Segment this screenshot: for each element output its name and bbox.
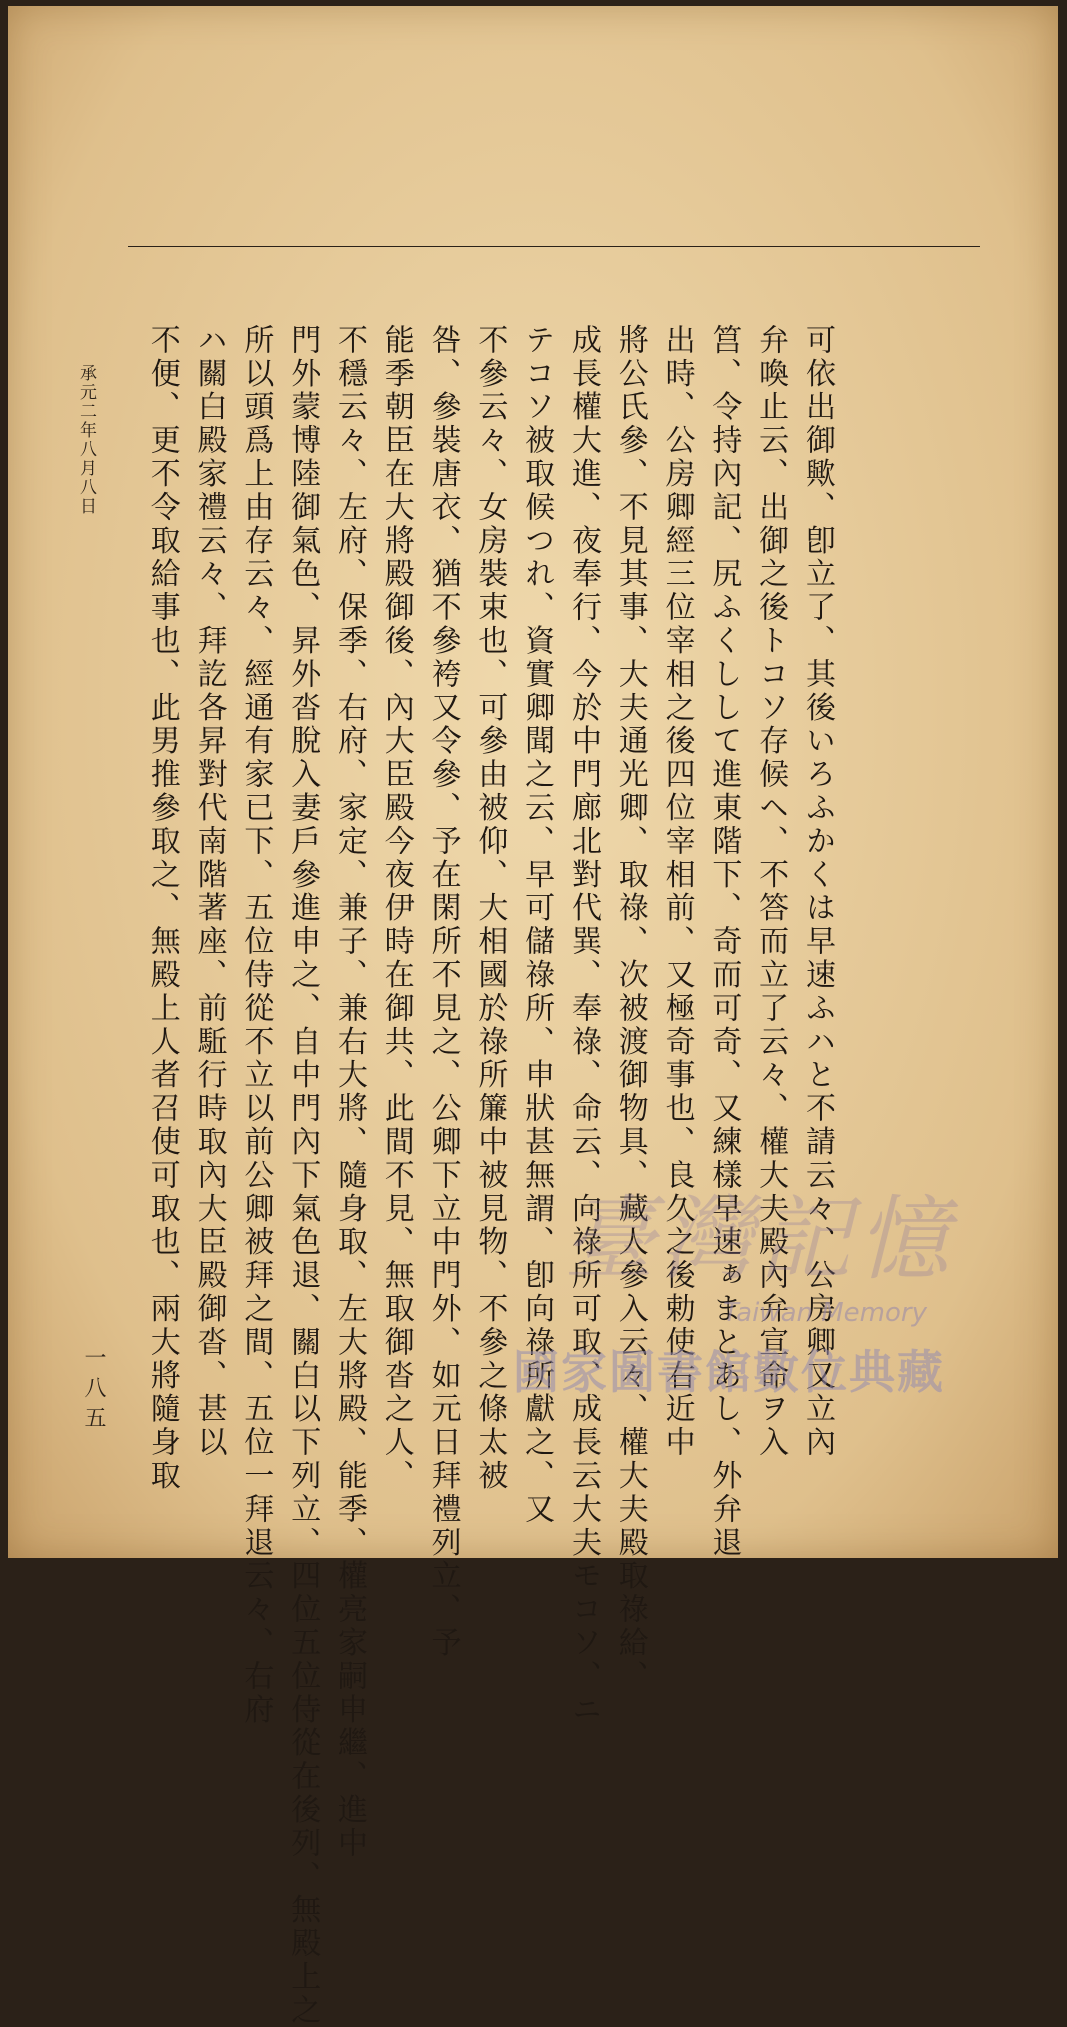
text-column: 咎、參裝唐衣、猶不參袴又令參、予在閑所不見之、公卿下立中門外、如元日拜禮列立、予: [425, 324, 461, 1660]
text-column: ハ關白殿家禮云々、拜訖各昇對代南階著座、前駈行時取內大臣殿御沓、甚以: [191, 324, 227, 1460]
text-column: 不便、更不令取給事也、此男推參取之、無殿上人者召使可取也、兩大將隨身取: [144, 324, 180, 1493]
header-rule: [128, 246, 980, 247]
watermark-chinese: 國家圖書館數位典藏: [513, 1345, 945, 1399]
body-text: [138, 324, 840, 2027]
text-column: 弁喚止云、出御之後トコソ存候ヘ、不答而立了云々、權大夫殿內弁宣命ヲ入: [753, 324, 789, 1460]
text-column: 成長權大進、夜奉行、今於中門廊北對代巽、奉祿、命云、向祿所可取、成長云大夫モコソ、ニ: [565, 324, 601, 1727]
text-column: 將公氏參、不見其事、大夫通光卿、取祿、次被渡御物具、藏人參入云々、權大夫殿取祿給、: [612, 324, 648, 1694]
text-column: テコソ被取候つれ、資實卿聞之云、早可儲祿所、申狀甚無謂、卽向祿所獻之、又: [519, 324, 555, 1527]
text-column: 能季朝臣在大將殿御後、內大臣殿今夜伊時在御共、此間不見、無取御沓之人、: [378, 324, 414, 1493]
document-page: [8, 6, 1058, 2027]
text-column: 門外蒙博陸御氣色、昇外沓脫入妻戶參進申之、自中門內下氣色退、關白以下列立、四位五位侍從在後列、無殿上之: [285, 324, 321, 2027]
watermark-script: 臺灣記憶: [563, 1186, 956, 1293]
text-column: 不參云々、女房裝束也、可參由被仰、大相國於祿所簾中被見物、不參之條太被: [472, 324, 508, 1493]
text-column: 不穩云々、左府、保季、右府、家定、兼子、兼右大將、隨身取、左大將殿、能季、權亮家嗣申繼、進中: [331, 324, 367, 1861]
watermark-english: Taiwan Memory: [723, 1298, 927, 1328]
running-head: 承元二年八月八日: [76, 364, 96, 516]
page-number: 一八五: [81, 1346, 106, 1436]
text-column: 可依出御歟、卽立了、其後いろふかくは早速ふハと不請云々、公房卿又立內: [799, 324, 835, 1460]
text-column: 所以頭爲上由存云々、經通有家已下、五位侍從不立以前公卿被拜之間、五位一拜退云々、右府: [238, 324, 274, 1727]
text-column: 筥、令持內記、尻ふくしして進東階下、奇而可奇、又練樣早速ぁまとあし、外弁退: [706, 324, 742, 1560]
text-column: 出時、公房卿經三位宰相之後四位宰相前、又極奇事也、良久之後勅使右近中: [659, 324, 695, 1460]
